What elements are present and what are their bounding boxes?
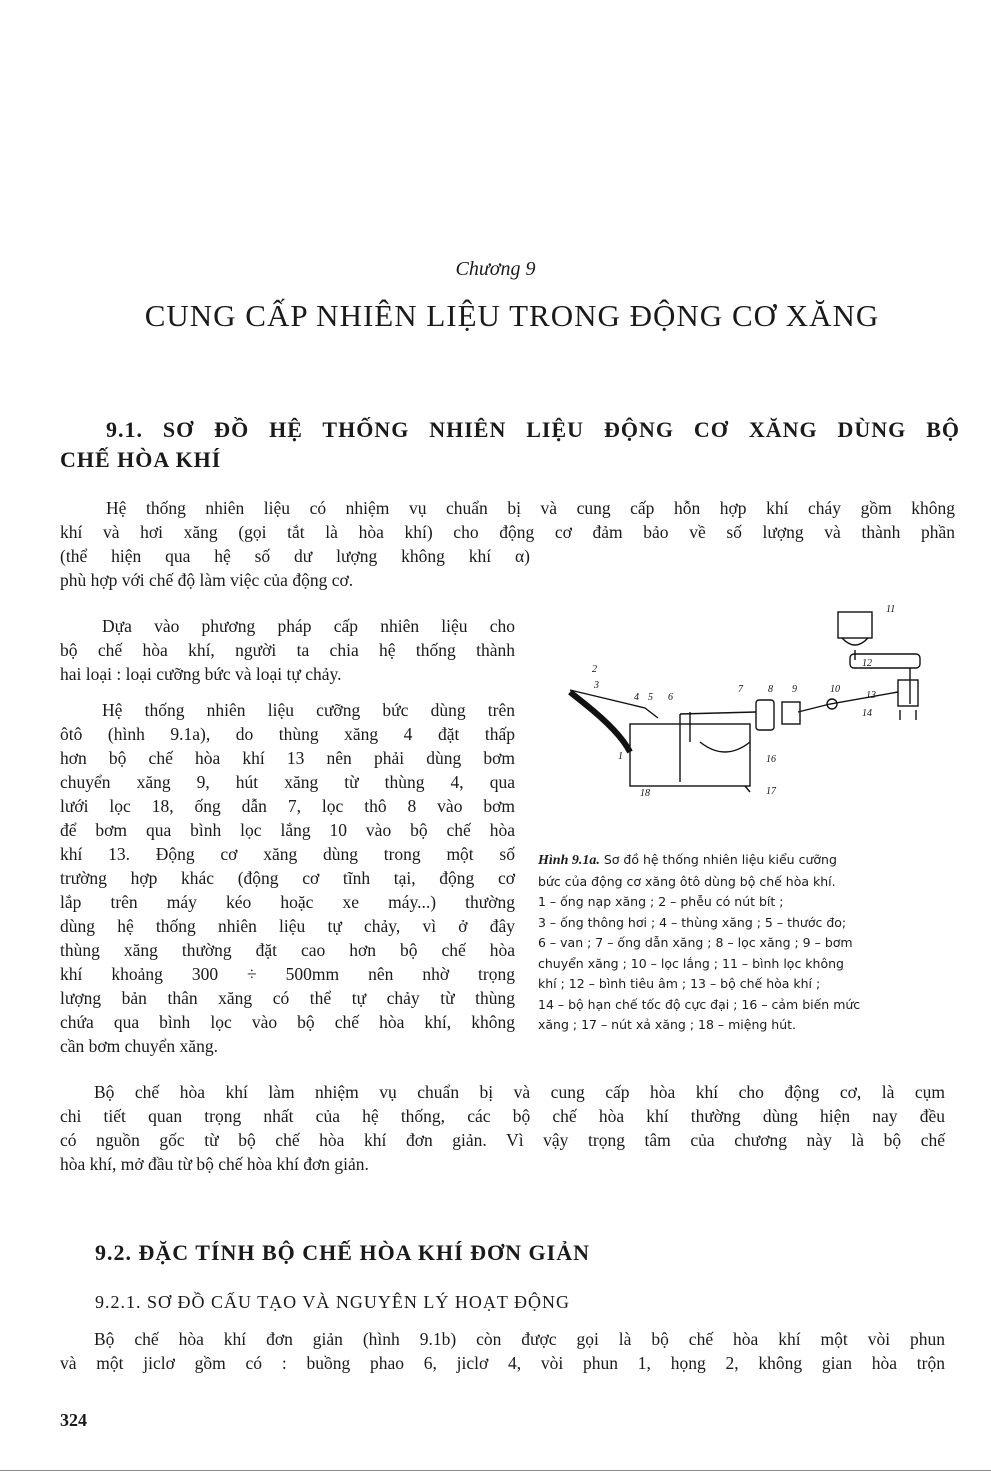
text-line: Hệ thống nhiên liệu có nhiệm vụ chuẩn bị và cung cấp hỗn hợp khí cháy gồm không bbox=[106, 498, 955, 518]
section-1-heading bbox=[60, 415, 960, 475]
figure-label: 1 bbox=[618, 751, 623, 762]
section-1-heading-line-1: 9.1. SƠ ĐỒ HỆ THỐNG NHIÊN LIỆU ĐỘNG CƠ XĂNG DÙNG BỘ bbox=[106, 417, 960, 442]
text-line: Hệ thống nhiên liệu cưỡng bức dùng trên bbox=[102, 700, 515, 720]
text-line: khí và hơi xăng (gọi tắt là hòa khí) cho động cơ đảm bảo về số lượng và thành phần bbox=[60, 522, 955, 542]
figure-label: 2 bbox=[592, 664, 597, 675]
figure-label: 5 bbox=[648, 692, 653, 703]
text-line: phù hợp với chế độ làm việc của động cơ. bbox=[60, 570, 354, 590]
caption-line: khí ; 12 – bình tiêu âm ; 13 – bộ chế hòa khí ; bbox=[538, 976, 821, 991]
chapter-title: CUNG CẤP NHIÊN LIỆU TRONG ĐỘNG CƠ XĂNG bbox=[144, 298, 880, 333]
caption-line: 1 – ống nạp xăng ; 2 – phễu có nút bít ; bbox=[538, 894, 784, 909]
text-line: cần bơm chuyển xăng. bbox=[60, 1036, 218, 1056]
fuel-line-to-carb bbox=[798, 692, 898, 712]
figure-label: 6 bbox=[668, 692, 673, 703]
fuel-filter-shape bbox=[756, 700, 774, 730]
paragraph-classification bbox=[60, 614, 515, 686]
text-line: để bơm qua bình lọc lắng 10 vào bộ chế hòa bbox=[60, 820, 515, 840]
text-line: chuyển xăng 9, hút xăng từ thùng 4, qua bbox=[60, 772, 515, 792]
text-line: lắp trên máy kéo hoặc xe máy...) thường bbox=[60, 892, 515, 912]
chapter-label: Chương 9 bbox=[455, 258, 536, 280]
figure-label: 7 bbox=[738, 684, 743, 695]
text-line: hòa khí, mở đầu từ bộ chế hòa khí đơn giản. bbox=[60, 1154, 369, 1174]
caption-line: 3 – ống thông hơi ; 4 – thùng xăng ; 5 – thước đo; bbox=[538, 914, 847, 930]
figure-label: 8 bbox=[768, 684, 773, 695]
figure-label: 10 bbox=[830, 684, 840, 695]
caption-line bbox=[538, 850, 923, 872]
page-number: 324 bbox=[60, 1410, 87, 1430]
subsection-heading: 9.2.1. SƠ ĐỒ CẤU TẠO VÀ NGUYÊN LÝ HOẠT ĐỘNG bbox=[95, 1292, 570, 1312]
text-line: Bộ chế hòa khí làm nhiệm vụ chuẩn bị và cung cấp hòa khí cho động cơ, là cụm bbox=[94, 1082, 945, 1102]
text-line: trường hợp khác (động cơ tĩnh tại, động cơ bbox=[60, 868, 515, 888]
fuel-level-curve bbox=[700, 742, 750, 752]
figure-label: 4 bbox=[634, 692, 639, 703]
paragraph-carburetor-role bbox=[60, 1080, 945, 1176]
bottom-rule bbox=[0, 1470, 991, 1471]
filler-neck bbox=[570, 692, 630, 752]
text-line: lưới lọc 18, ống dẫn 7, lọc thô 8 vào bơm bbox=[60, 796, 515, 816]
caption-line: chuyển xăng ; 10 – lọc lắng ; 11 – bình lọc không bbox=[538, 955, 844, 971]
fuel-pump-shape bbox=[782, 702, 800, 724]
text-line: Bộ chế hòa khí đơn giản (hình 9.1b) còn được gọi là bộ chế hòa khí một vòi phun bbox=[94, 1329, 945, 1349]
figure-number: Hình 9.1a. bbox=[538, 853, 600, 868]
text-line: và một jiclơ gồm có : buồng phao 6, jiclơ 4, vòi phun 1, họng 2, không gian hòa trộn bbox=[60, 1353, 945, 1373]
drain-plug bbox=[745, 786, 750, 792]
caption-line: bức của động cơ xăng ôtô dùng bộ chế hòa khí. bbox=[538, 873, 836, 889]
figure-label: 18 bbox=[640, 788, 650, 799]
text-line: khí khoảng 300 ÷ 500mm nên nhờ trọng bbox=[60, 964, 515, 984]
caption-line: 6 – van ; 7 – ống dẫn xăng ; 8 – lọc xăng ; 9 – bơm bbox=[538, 935, 853, 950]
figure-label: 13 bbox=[866, 690, 876, 701]
section-1-heading-line-2: CHẾ HÒA KHÍ bbox=[60, 447, 222, 472]
text-line: dùng hệ thống nhiên liệu tự chảy, vì ở đây bbox=[60, 916, 515, 936]
text-line: thùng xăng thường đặt cao hơn bộ chế hòa bbox=[60, 940, 515, 960]
text-line: ôtô (hình 9.1a), do thùng xăng 4 đặt thấp bbox=[60, 724, 515, 744]
fuel-system-diagram bbox=[530, 592, 930, 807]
figure-label: 12 bbox=[862, 658, 872, 669]
paragraph-intro bbox=[60, 496, 955, 592]
carburetor-shape bbox=[898, 680, 918, 706]
figure-label: 3 bbox=[594, 680, 599, 691]
section-2-heading: 9.2. ĐẶC TÍNH BỘ CHẾ HÒA KHÍ ĐƠN GIẢN bbox=[95, 1240, 590, 1265]
fuel-pipe bbox=[680, 712, 756, 714]
text-line: lượng bản thân xăng có thể tự chảy từ thùng bbox=[60, 988, 515, 1008]
text-line: Dựa vào phương pháp cấp nhiên liệu cho bbox=[102, 616, 515, 636]
text-line: chứa qua bình lọc vào bộ chế hòa khí, không bbox=[60, 1012, 515, 1032]
figure-caption bbox=[538, 850, 923, 1036]
text-line: chi tiết quan trọng nhất của hệ thống, các bộ chế hòa khí thường dùng hiện nay đều bbox=[60, 1106, 945, 1126]
silencer-shape bbox=[850, 654, 920, 668]
figure-label: 14 bbox=[862, 708, 872, 719]
text-line: (thể hiện qua hệ số dư lượng không khí α) bbox=[60, 546, 530, 566]
text-line: hơn bộ chế hòa khí 13 nên phải dùng bơm bbox=[60, 748, 515, 768]
caption-line: xăng ; 17 – nút xả xăng ; 18 – miệng hút. bbox=[538, 1017, 796, 1032]
figure-label: 9 bbox=[792, 684, 797, 695]
air-filter-bowl bbox=[842, 638, 868, 645]
text-line: hai loại : loại cưỡng bức và loại tự chảy. bbox=[60, 664, 342, 684]
figure-label: 11 bbox=[886, 604, 896, 615]
text-line: bộ chế hòa khí, người ta chia hệ thống thành bbox=[60, 640, 515, 660]
paragraph-simple-carburetor bbox=[60, 1327, 945, 1375]
figure-label: 16 bbox=[766, 754, 776, 765]
paragraph-forced-system bbox=[60, 698, 515, 1058]
air-filter-shape bbox=[838, 612, 872, 638]
text-line: khí 13. Động cơ xăng dùng trong một số bbox=[60, 844, 515, 864]
text-line: có nguồn gốc từ bộ chế hòa khí đơn giản. Vì vậy trọng tâm của chương này là bộ chế bbox=[60, 1130, 945, 1150]
caption-line: 14 – bộ hạn chế tốc độ cực đại ; 16 – cảm biến mức bbox=[538, 996, 861, 1012]
figure-label: 17 bbox=[766, 786, 776, 797]
caption-text: Sơ đồ hệ thống nhiên liệu kiểu cưỡng bbox=[603, 852, 837, 867]
